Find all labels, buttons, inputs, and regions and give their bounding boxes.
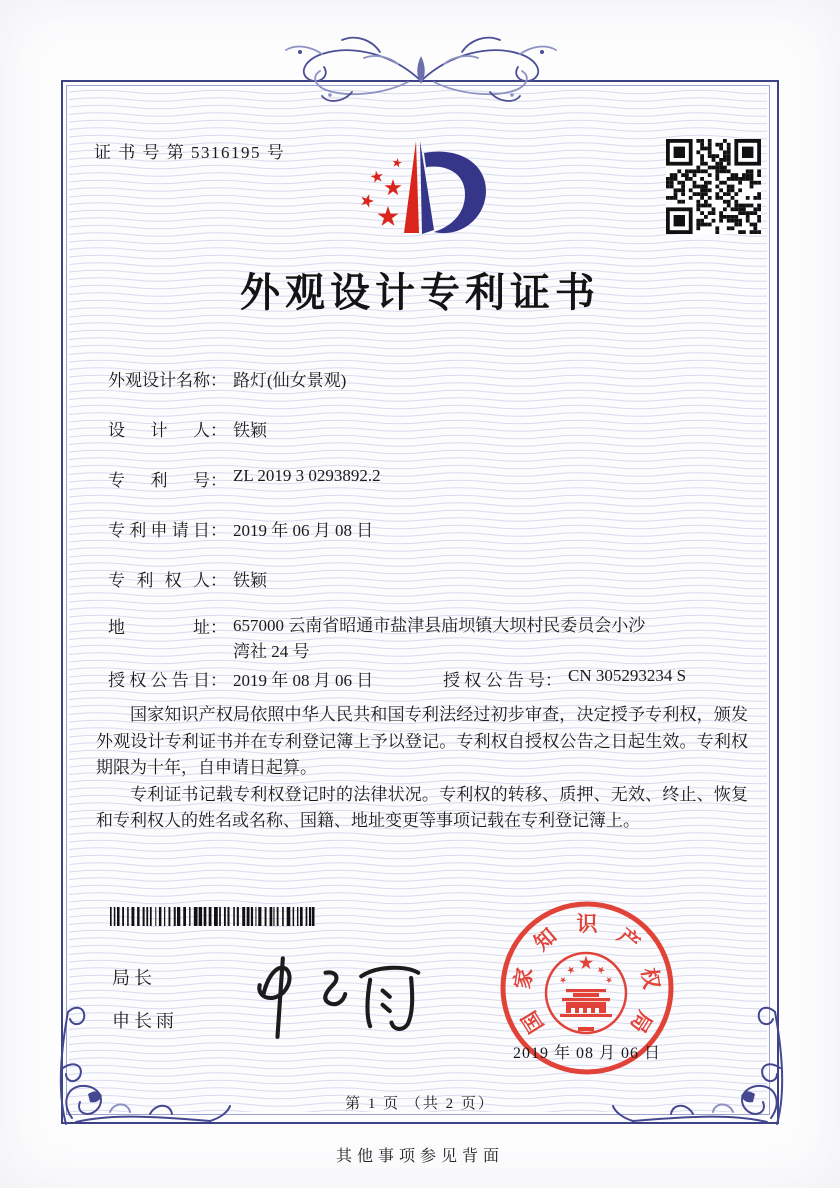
certificate-number: 证 书 号 第 5316195 号 (94, 143, 286, 162)
commissioner-title: 局长 (112, 968, 156, 988)
field-label: 专利申请日 (108, 521, 210, 540)
field-colon: ： (210, 471, 227, 490)
field-patentee (108, 566, 267, 591)
seal-emblem (546, 953, 626, 1033)
field-value: ZL 2019 3 0293892.2 (233, 466, 381, 485)
seal-date: 2019 年 08 月 06 日 (512, 1045, 661, 1062)
field-value: 657000 云南省昭通市盐津县庙坝镇大坝村民委员会小沙湾社 24 号 (233, 616, 646, 661)
legal-paragraph-1: 国家知识产权局依照中华人民共和国专利法经过初步审查，决定授予专利权，颁发外观设计专利证书并在专利登记簿上予以登记。专利权自授权公告之日起生效。专利权期限为十年，自申请日起算。 (96, 705, 748, 777)
barcode-svg (110, 907, 315, 926)
field-design-name (108, 366, 346, 391)
field-designer (108, 416, 267, 441)
field-filing-date (108, 516, 373, 541)
field-colon: ： (210, 371, 227, 390)
field-colon: ： (210, 521, 227, 540)
field-grant-date (108, 666, 373, 691)
qr-code (666, 139, 761, 234)
field-colon: ： (210, 421, 227, 440)
seal-arc-text (510, 912, 664, 1037)
cnipa-logo (330, 118, 500, 258)
field-label: 授权公告号 (443, 671, 545, 690)
field-colon: ： (210, 571, 227, 590)
field-value: 路灯(仙女景观) (233, 371, 347, 390)
svg-text:产: 产 (612, 923, 645, 956)
svg-text:国: 国 (516, 1006, 549, 1038)
svg-text:识: 识 (576, 912, 598, 936)
logo-p-bowl (424, 152, 486, 234)
commissioner-signature (232, 946, 437, 1044)
field-label: 授权公告日 (108, 671, 210, 690)
field-address (108, 613, 657, 665)
legal-paragraph-2: 专利证书记载专利权登记时的法律状况。专利权的转移、质押、无效、终止、恢复和专利权人的姓名或名称、国籍、地址变更等事项记载在专利登记簿上。 (96, 784, 748, 830)
field-value: 2019 年 06 月 08 日 (233, 521, 374, 540)
field-label: 地址 (108, 618, 210, 637)
logo-red-spike (404, 141, 419, 233)
svg-text:家: 家 (510, 966, 538, 991)
svg-text:知: 知 (529, 923, 562, 956)
field-label: 专利号 (108, 471, 210, 490)
field-value: 铁颖 (233, 571, 267, 590)
svg-text:局: 局 (625, 1006, 658, 1038)
svg-text:权: 权 (636, 966, 664, 991)
field-grant-number (443, 666, 686, 691)
seal-emblem-stars (560, 956, 612, 984)
page-indicator: 第 1 页 （共 2 页） (345, 1096, 495, 1112)
back-side-note: 其他事项参见背面 (335, 1148, 504, 1165)
field-colon: ： (210, 618, 227, 637)
barcode (110, 907, 315, 927)
field-colon: ： (210, 671, 227, 690)
logo-stars (361, 158, 402, 226)
commissioner-block (112, 964, 178, 1050)
field-label: 设计人 (108, 421, 210, 440)
certificate-title: 外观设计专利证书 (240, 270, 600, 315)
field-colon: ： (545, 671, 562, 690)
field-label: 专利权人 (108, 571, 210, 590)
field-value: CN 305293234 S (568, 666, 687, 685)
field-value: 2019 年 08 月 06 日 (233, 671, 374, 690)
field-label: 外观设计名称 (108, 371, 210, 390)
legal-text-block (96, 702, 748, 835)
field-patent-number (108, 466, 381, 491)
commissioner-name: 申长雨 (112, 1011, 178, 1031)
field-value: 铁颖 (233, 421, 267, 440)
